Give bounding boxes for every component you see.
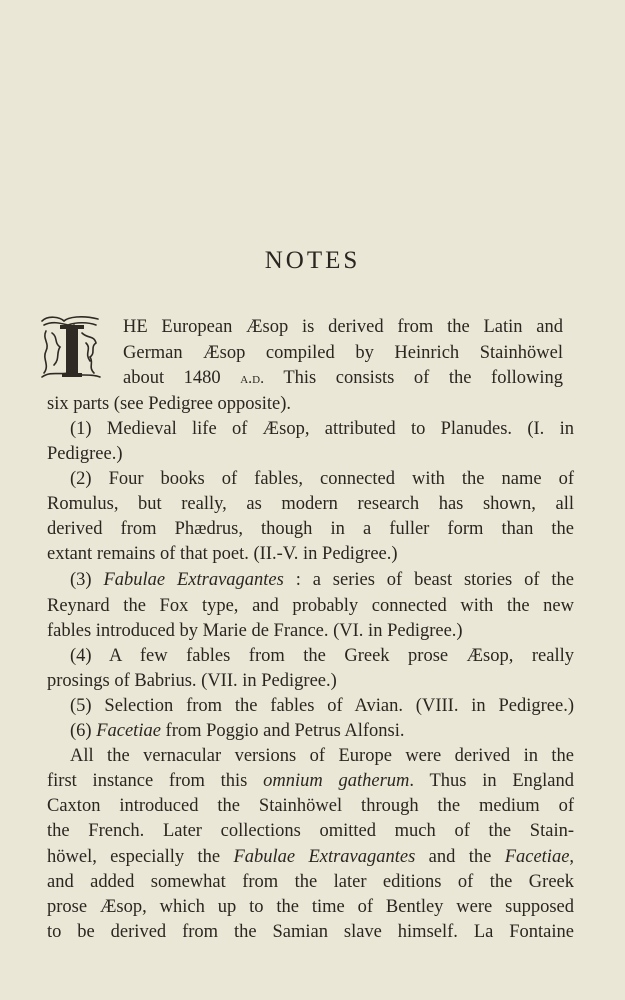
- text-line: Pedigree.): [47, 444, 123, 464]
- text-line: German Æsop compiled by Heinrich Stainhöwel: [123, 343, 563, 363]
- text-line: höwel, especially the Fabulae Extravagantes and the Facetiae,: [47, 847, 575, 867]
- text-line: (5) Selection from the fables of Avian. (VIII. in Pedigree.): [70, 696, 574, 716]
- text-line: to be derived from the Samian slave himself. La Fontaine: [47, 922, 574, 942]
- text-line: first instance from this omnium gatherum. Thus in England: [47, 771, 574, 791]
- text-line: Caxton introduced the Stainhöwel through the medium of: [47, 796, 574, 816]
- text-line: prose Æsop, which up to the time of Bentley were supposed: [47, 897, 574, 917]
- text-line: Romulus, but really, as modern research has shown, all: [47, 494, 574, 514]
- text-line: prosings of Babrius. (VII. in Pedigree.): [47, 671, 337, 691]
- text-line: derived from Phædrus, though in a fuller form than the: [47, 519, 574, 539]
- text-line: All the vernacular versions of Europe were derived in the: [70, 746, 574, 766]
- text-line: (6) Facetiae from Poggio and Petrus Alfonsi.: [70, 721, 405, 741]
- decorative-drop-cap: [38, 313, 102, 381]
- page-title: NOTES: [264, 247, 361, 274]
- text-line: fables introduced by Marie de France. (VI. in Pedigree.): [47, 621, 463, 641]
- text-line: (4) A few fables from the Greek prose Æsop, really: [70, 646, 574, 666]
- text-line: Reynard the Fox type, and probably connected with the new: [47, 596, 574, 616]
- text-line: extant remains of that poet. (II.-V. in Pedigree.): [47, 544, 398, 564]
- text-line: (3) Fabulae Extravagantes : a series of beast stories of the: [70, 570, 575, 590]
- text-line: about 1480 a.d. This consists of the following: [123, 368, 563, 388]
- text-line: (1) Medieval life of Æsop, attributed to Planudes. (I. in: [70, 419, 574, 439]
- text-line: six parts (see Pedigree opposite).: [47, 394, 292, 414]
- text-line: and added somewhat from the later editions of the Greek: [47, 872, 574, 892]
- text-line: HE European Æsop is derived from the Latin and: [123, 317, 563, 337]
- text-line: (2) Four books of fables, connected with the name of: [70, 469, 574, 489]
- text-line: the French. Later collections omitted much of the Stain-: [47, 821, 574, 841]
